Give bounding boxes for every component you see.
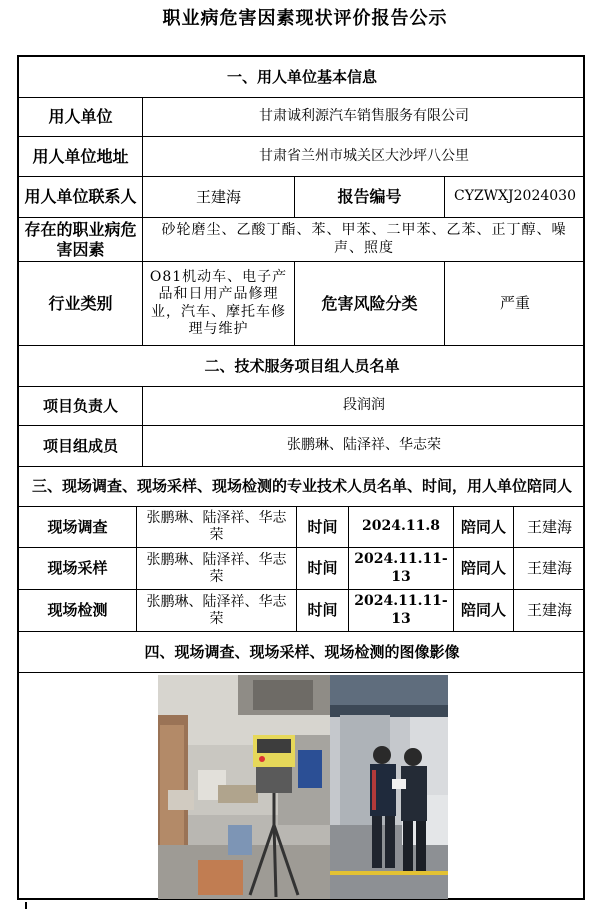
- risk-value: 严重: [445, 262, 585, 346]
- onsite-photo-sampling-instrument: [158, 675, 330, 899]
- sampling-row-time-label: 时间: [297, 548, 349, 590]
- onsite-row-companion-label: 陪同人: [454, 507, 514, 548]
- page-title: 职业病危害因素现状评价报告公示: [162, 8, 448, 29]
- section4-heading: 四、现场调查、现场采样、现场检测的图像影像: [19, 632, 585, 673]
- hazards-value: 砂轮磨尘、乙酸丁酯、苯、甲苯、二甲苯、乙苯、正丁醇、噪声、照度: [143, 218, 585, 262]
- page-edge-mark: [25, 902, 27, 909]
- onsite-row-companion: 王建海: [514, 507, 585, 548]
- sampling-row-staff: 张鹏琳、陆泽祥、华志荣: [137, 548, 297, 590]
- report-no-value: CYZWXJ2024030: [445, 177, 585, 218]
- report-table: [17, 55, 585, 900]
- onsite-row-label: 现场调查: [19, 507, 137, 548]
- sampling-row-label: 现场采样: [19, 548, 137, 590]
- contact-label: 用人单位联系人: [19, 177, 143, 218]
- leader-value: 段润润: [143, 387, 585, 426]
- onsite-row-staff: 张鹏琳、陆泽祥、华志荣: [137, 507, 297, 548]
- industry-label: 行业类别: [19, 262, 143, 346]
- testing-row-time-label: 时间: [297, 590, 349, 632]
- section2-heading: 二、技术服务项目组人员名单: [19, 346, 585, 387]
- onsite-row-time: 2024.11.8: [349, 507, 454, 548]
- testing-row-label: 现场检测: [19, 590, 137, 632]
- unit-label: 用人单位: [19, 98, 143, 137]
- sampling-row-companion: 王建海: [514, 548, 585, 590]
- contact-value: 王建海: [143, 177, 295, 218]
- testing-row-time: 2024.11.11-13: [349, 590, 454, 632]
- sampling-row-time: 2024.11.11-13: [349, 548, 454, 590]
- onsite-row-time-label: 时间: [297, 507, 349, 548]
- onsite-photo-staff: [330, 675, 448, 899]
- members-value: 张鹏琳、陆泽祥、华志荣: [143, 426, 585, 467]
- address-value: 甘肃省兰州市城关区大沙坪八公里: [143, 137, 585, 177]
- hazards-label: 存在的职业病危害因素: [19, 218, 143, 262]
- testing-row-companion: 王建海: [514, 590, 585, 632]
- testing-row-companion-label: 陪同人: [454, 590, 514, 632]
- address-label: 用人单位地址: [19, 137, 143, 177]
- report-no-label: 报告编号: [295, 177, 445, 218]
- sampling-row-companion-label: 陪同人: [454, 548, 514, 590]
- members-label: 项目组成员: [19, 426, 143, 467]
- section3-heading: 三、现场调查、现场采样、现场检测的专业技术人员名单、时间，用人单位陪同人: [19, 467, 585, 507]
- testing-row-staff: 张鹏琳、陆泽祥、华志荣: [137, 590, 297, 632]
- unit-value: 甘肃诚利源汽车销售服务有限公司: [143, 98, 585, 137]
- section1-heading: 一、用人单位基本信息: [19, 57, 585, 98]
- risk-label: 危害风险分类: [295, 262, 445, 346]
- industry-value: O81机动车、电子产品和日用产品修理业，汽车、摩托车修理与维护: [143, 262, 295, 346]
- leader-label: 项目负责人: [19, 387, 143, 426]
